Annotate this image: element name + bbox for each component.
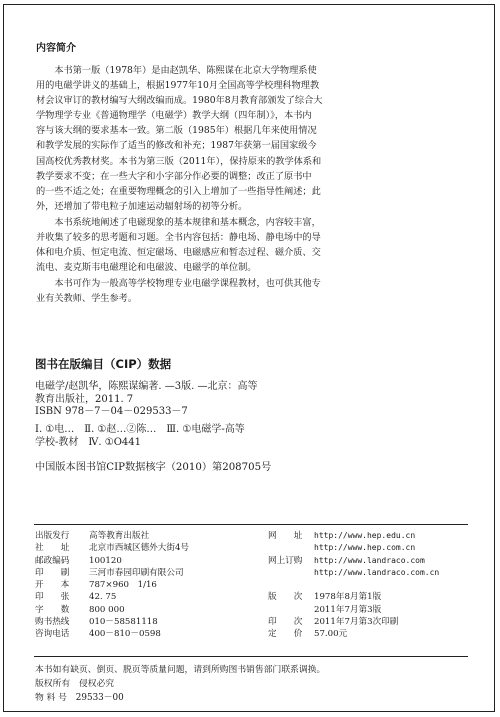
info-row [35, 591, 189, 603]
text-line: 国高校优秀教材奖。本书为第三版（2011年），保持原来的教学体系和 [36, 155, 322, 167]
info-label: 社 址 [35, 543, 70, 554]
info-row [35, 567, 189, 579]
info-value: 2011年7月第3次印刷 [314, 617, 399, 628]
text-line: 本书系统地阐述了电磁现象的基本规律和基本概念，内容较丰富， [36, 217, 321, 228]
cip-classification-line: 学校-教材 Ⅳ. ①O441 [35, 436, 141, 448]
cip-classification-line: Ⅰ. ①电… Ⅱ. ①赵…②陈… Ⅲ. ①电磁学-高等 [35, 424, 245, 435]
info-value: 400－810－0598 [89, 629, 161, 640]
intro-paragraph-3 [36, 276, 466, 306]
publisher-info-left [35, 530, 189, 641]
info-label: 购书热线 [35, 617, 70, 628]
info-row [35, 616, 189, 628]
info-value: 42. 75 [89, 592, 117, 603]
intro-paragraph-1 [36, 63, 466, 214]
info-label: 印 次 [268, 617, 303, 628]
info-label: 邮政编码 [35, 555, 70, 566]
info-value: 三河市春园印刷有限公司 [89, 567, 184, 578]
text-line: 容与该大纲的要求基本一致。第二版（1985年）根据几年来使用情况 [36, 125, 317, 137]
info-row [35, 604, 189, 616]
info-row [268, 616, 439, 628]
divider [34, 524, 468, 525]
info-row [35, 530, 189, 542]
info-label [268, 542, 314, 554]
info-value: 高等教育出版社 [89, 531, 150, 541]
info-value: 北京市西城区德外大街4号 [89, 543, 189, 554]
text-line: 并收集了较多的思考题和习题。全书内容包括：静电场、静电场中的导 [36, 232, 321, 244]
info-row [35, 628, 189, 640]
info-row [268, 555, 439, 567]
intro-paragraph-2 [36, 215, 466, 275]
website-link: http://www.landraco.com [314, 555, 425, 565]
info-label [268, 604, 314, 616]
info-label: 网 址 [268, 531, 303, 541]
info-row [35, 579, 189, 591]
info-label: 定 价 [268, 629, 303, 640]
info-row [268, 591, 439, 603]
info-row [268, 579, 439, 591]
info-row [268, 604, 439, 616]
info-label: 印 刷 [35, 567, 70, 578]
info-label: 出版发行 [35, 531, 70, 541]
info-row [268, 628, 439, 640]
divider [34, 656, 468, 657]
website-link: http://www.hep.com.cn [314, 543, 416, 553]
info-value: 2011年7月第3版 [314, 604, 382, 615]
cip-record [35, 381, 257, 419]
text-line: 用的电磁学讲义的基础上，根据1977年10月全国高等学校理科物理教 [36, 80, 320, 92]
website-link: http://www.landraco.com.cn [314, 567, 440, 577]
info-row [35, 555, 189, 567]
text-line: 本书第一版（1978年）是由赵凯华、陈熙谋在北京大学物理系使 [36, 65, 317, 76]
info-value: 1978年8月第1版 [314, 592, 382, 603]
publisher-info-right [268, 530, 439, 641]
website-link: http://www.hep.edu.cn [314, 531, 416, 540]
text-line: 本书可作为一般高等学校物理专业电磁学课程教材，也可供其他专 [36, 278, 321, 289]
info-label: 网上订购 [268, 555, 303, 566]
quality-notice: 本书如有缺页、倒页、脱页等质量问题，请到所购图书销售部门联系调换。 [35, 665, 326, 675]
text-line: 体和电介质、恒定电流、恒定磁场、电磁感应和暂态过程、磁介质、交 [36, 247, 321, 259]
text-line: 流电、麦克斯韦电磁理论和电磁波、电磁学的单位制。 [36, 262, 257, 274]
text-line: 业有关教师、学生参考。 [36, 293, 138, 305]
text-line: 的一些不适之处；在重要物理概念的引入上增加了一些指导性阐述；此 [36, 185, 321, 197]
cip-record-line: 教育出版社，2011. 7 [35, 393, 134, 405]
info-label [268, 567, 314, 579]
info-value: 010－58581118 [89, 617, 158, 628]
text-line: 教学要求不变；在一些大字和小字部分作必要的调整；改正了原书中 [36, 170, 312, 182]
copyright-notice: 版权所有 侵权必究 [35, 678, 115, 689]
info-row [35, 542, 189, 554]
cip-title: 图书在版编目（CIP）数据 [35, 357, 172, 371]
info-row [268, 530, 439, 542]
text-line: 和教学发展的实际作了适当的修改和补充；1987年获第一届国家级今 [36, 140, 317, 152]
info-label: 字 数 [35, 604, 70, 615]
info-row [268, 542, 439, 554]
info-value: 100120 [89, 555, 122, 566]
cip-record-line: ISBN 978－7－04－029533－7 [35, 406, 188, 418]
text-line: 外，还增加了带电粒子加速运动辐射场的初等分析。 [36, 200, 248, 212]
info-value: 787×960 1/16 [89, 580, 157, 591]
cip-cn-record: 中国版本图书馆CIP数据核字（2010）第208705号 [35, 462, 272, 473]
info-label [268, 579, 314, 591]
info-label: 版 次 [268, 592, 303, 603]
text-line: 学物理学专业《普通物理学（电磁学）教学大纲（四年制）》，本书内 [36, 110, 312, 122]
info-label: 印 张 [35, 592, 70, 603]
notes [35, 664, 325, 705]
info-label: 开 本 [35, 580, 70, 591]
cip-record-line: 电磁学/赵凯华，陈熙谋编著. —3版. —北京：高等 [35, 381, 258, 392]
intro-title: 内容简介 [36, 43, 76, 54]
text-line: 材会议审订的教材编写大纲改编而成。1980年8月教育部颁发了综合大 [36, 95, 323, 107]
info-value: 57.00元 [314, 629, 348, 640]
material-number: 物 料 号 29533－00 [35, 692, 124, 703]
info-row [268, 567, 439, 579]
cip-classification [35, 424, 245, 449]
info-value: 800 000 [89, 604, 125, 615]
info-label: 咨询电话 [35, 629, 70, 640]
